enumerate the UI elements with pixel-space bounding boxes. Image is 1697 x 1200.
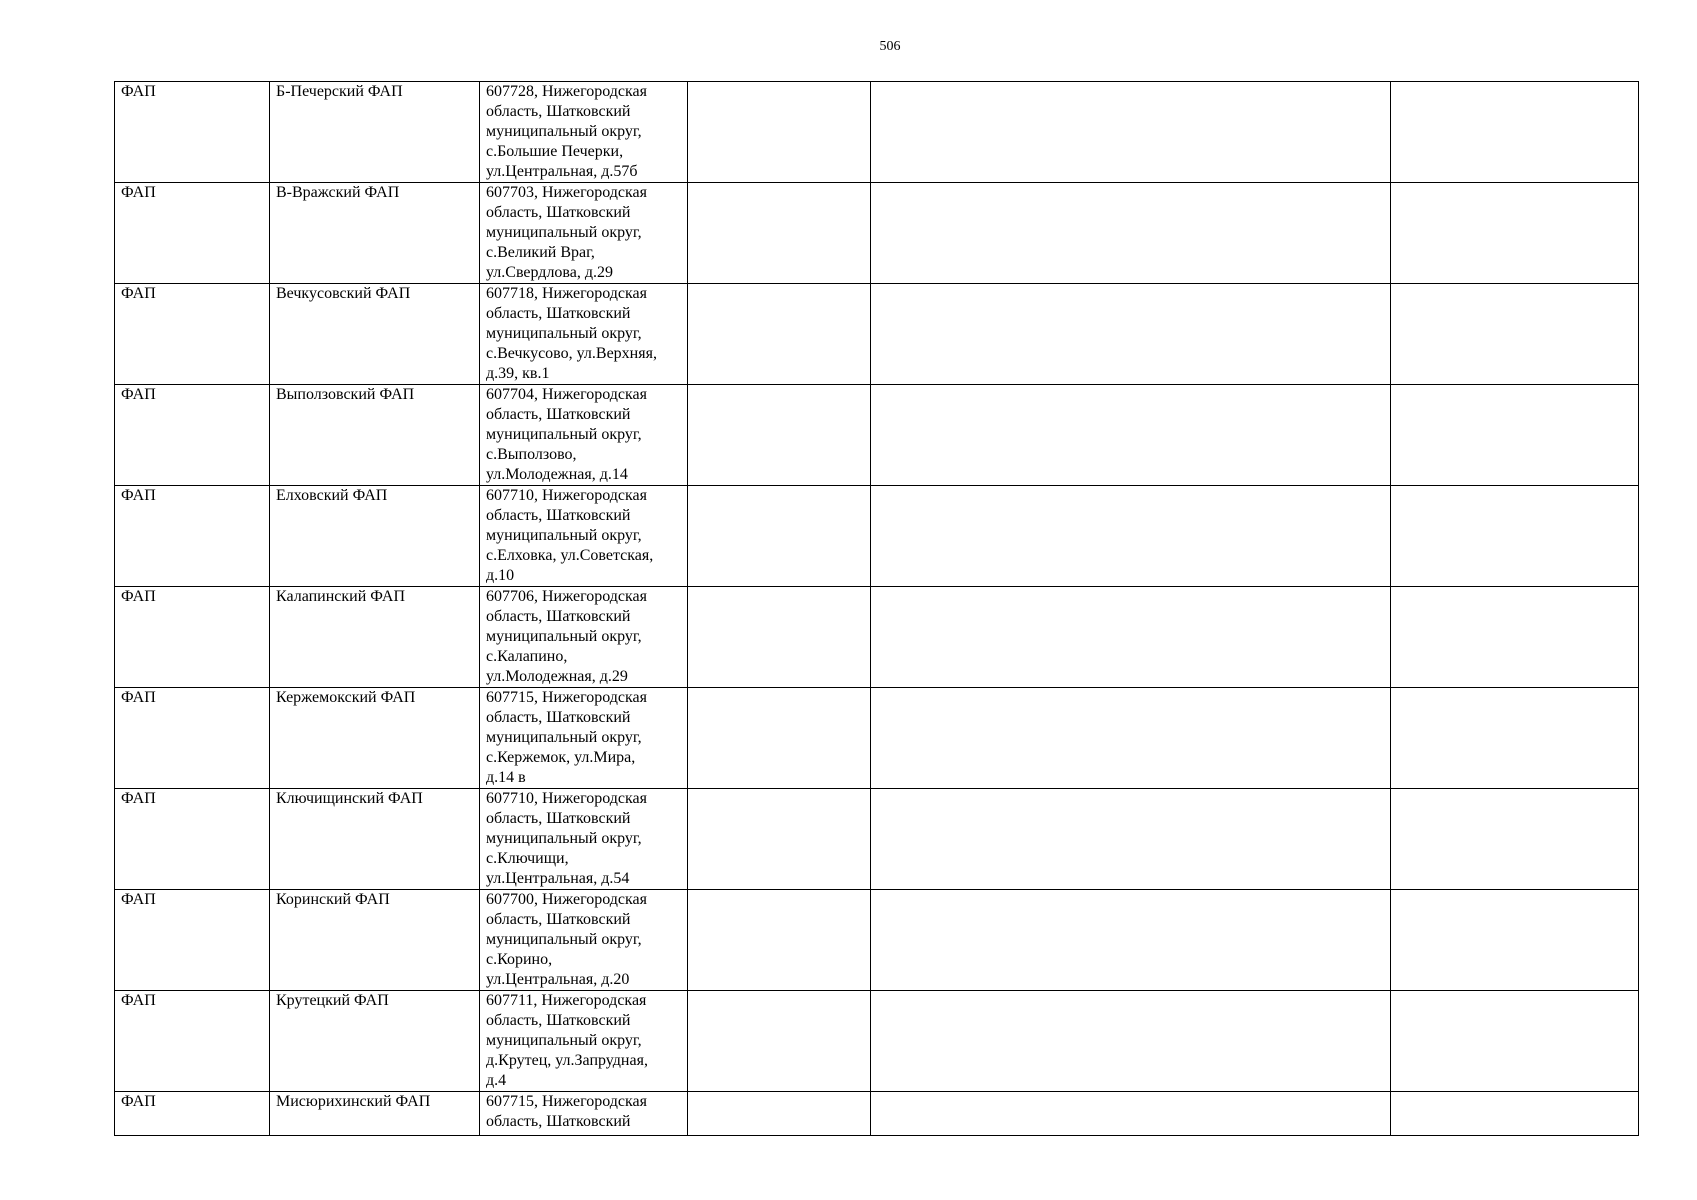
cell-facility-address xyxy=(480,789,688,890)
address-line: ул.Центральная, д.20 xyxy=(486,971,630,988)
cell-facility-address xyxy=(480,486,688,587)
address-line: 607704, Нижегородская xyxy=(486,386,647,403)
table-row xyxy=(115,385,1639,486)
cell-empty-col5 xyxy=(871,284,1391,385)
table-row xyxy=(115,890,1639,991)
address-line: муниципальный округ, xyxy=(486,123,642,140)
address-line: 607706, Нижегородская xyxy=(486,588,647,605)
cell-empty-col4 xyxy=(688,385,871,486)
cell-empty-col4 xyxy=(688,789,871,890)
cell-empty-col6 xyxy=(1391,183,1639,284)
table-row xyxy=(115,688,1639,789)
address-line: ул.Молодежная, д.14 xyxy=(486,466,628,483)
table-row xyxy=(115,82,1639,183)
address-line: 607711, Нижегородская xyxy=(486,992,647,1009)
cell-empty-col4 xyxy=(688,82,871,183)
cell-empty-col6 xyxy=(1391,385,1639,486)
address-line: область, Шатковский xyxy=(486,709,631,726)
cell-facility-address xyxy=(480,890,688,991)
address-line: с.Выползово, xyxy=(486,446,577,463)
cell-facility-address xyxy=(480,82,688,183)
address-line: область, Шатковский xyxy=(486,406,631,423)
cell-empty-col6 xyxy=(1391,688,1639,789)
cell-facility-name: Б-Печерский ФАП xyxy=(270,82,480,183)
table-body xyxy=(115,82,1639,1136)
address-line: с.Елховка, ул.Советская, xyxy=(486,547,654,564)
cell-empty-col4 xyxy=(688,1092,871,1136)
cell-empty-col4 xyxy=(688,587,871,688)
table-row xyxy=(115,284,1639,385)
address-line: ул.Свердлова, д.29 xyxy=(486,264,614,281)
address-line: ул.Молодежная, д.29 xyxy=(486,668,628,685)
cell-empty-col6 xyxy=(1391,486,1639,587)
address-line: 607710, Нижегородская xyxy=(486,790,647,807)
address-line: муниципальный округ, xyxy=(486,931,642,948)
cell-empty-col5 xyxy=(871,82,1391,183)
address-line: с.Кержемок, ул.Мира, xyxy=(486,749,636,766)
address-line: с.Большие Печерки, xyxy=(486,143,624,160)
address-line: муниципальный округ, xyxy=(486,729,642,746)
table-row xyxy=(115,789,1639,890)
address-line: муниципальный округ, xyxy=(486,628,642,645)
address-line: муниципальный округ, xyxy=(486,325,642,342)
cell-empty-col4 xyxy=(688,688,871,789)
address-line: 607718, Нижегородская xyxy=(486,285,647,302)
cell-facility-name: Мисюрихинский ФАП xyxy=(270,1092,480,1136)
address-line: д.39, кв.1 xyxy=(486,365,550,382)
cell-facility-name: Калапинский ФАП xyxy=(270,587,480,688)
cell-empty-col6 xyxy=(1391,284,1639,385)
cell-facility-name: Крутецкий ФАП xyxy=(270,991,480,1092)
address-line: с.Корино, xyxy=(486,951,553,968)
address-line: область, Шатковский xyxy=(486,204,631,221)
cell-empty-col4 xyxy=(688,890,871,991)
address-line: муниципальный округ, xyxy=(486,224,642,241)
cell-empty-col6 xyxy=(1391,1092,1639,1136)
address-line: 607728, Нижегородская xyxy=(486,83,647,100)
cell-facility-type: ФАП xyxy=(115,183,270,284)
address-line: область, Шатковский xyxy=(486,507,631,524)
address-line: с.Ключищи, xyxy=(486,850,569,867)
cell-empty-col4 xyxy=(688,486,871,587)
address-line: ул.Центральная, д.54 xyxy=(486,870,630,887)
cell-facility-type: ФАП xyxy=(115,688,270,789)
address-line: область, Шатковский xyxy=(486,911,631,928)
cell-empty-col6 xyxy=(1391,991,1639,1092)
address-line: муниципальный округ, xyxy=(486,426,642,443)
cell-facility-name: Коринский ФАП xyxy=(270,890,480,991)
address-line: 607700, Нижегородская xyxy=(486,891,647,908)
cell-facility-type: ФАП xyxy=(115,991,270,1092)
address-line: д.Крутец, ул.Запрудная, xyxy=(486,1052,648,1069)
cell-empty-col6 xyxy=(1391,587,1639,688)
cell-facility-type: ФАП xyxy=(115,82,270,183)
cell-facility-type: ФАП xyxy=(115,385,270,486)
address-line: область, Шатковский xyxy=(486,810,631,827)
cell-facility-address xyxy=(480,385,688,486)
address-line: муниципальный округ, xyxy=(486,830,642,847)
address-line: ул.Центральная, д.57б xyxy=(486,163,638,180)
address-line: с.Вечкусово, ул.Верхняя, xyxy=(486,345,657,362)
cell-facility-type: ФАП xyxy=(115,587,270,688)
table-row xyxy=(115,1092,1639,1136)
address-line: д.10 xyxy=(486,567,515,584)
address-line: область, Шатковский xyxy=(486,305,631,322)
page-number: 506 xyxy=(879,39,901,54)
address-line: область, Шатковский xyxy=(486,1012,631,1029)
cell-facility-name: Выползовский ФАП xyxy=(270,385,480,486)
cell-facility-address xyxy=(480,587,688,688)
cell-empty-col5 xyxy=(871,789,1391,890)
cell-facility-address xyxy=(480,991,688,1092)
cell-empty-col4 xyxy=(688,991,871,1092)
cell-facility-type: ФАП xyxy=(115,1092,270,1136)
address-line: 607715, Нижегородская xyxy=(486,689,647,706)
address-line: область, Шатковский xyxy=(486,103,631,120)
address-line: с.Калапино, xyxy=(486,648,568,665)
table-row xyxy=(115,991,1639,1092)
address-line: д.14 в xyxy=(486,769,526,786)
cell-facility-name: Вечкусовский ФАП xyxy=(270,284,480,385)
address-line: 607715, Нижегородская xyxy=(486,1093,647,1110)
cell-empty-col5 xyxy=(871,385,1391,486)
cell-facility-type: ФАП xyxy=(115,789,270,890)
cell-empty-col6 xyxy=(1391,890,1639,991)
address-line: муниципальный округ, xyxy=(486,1032,642,1049)
cell-facility-name: Ключищинский ФАП xyxy=(270,789,480,890)
cell-facility-address xyxy=(480,183,688,284)
cell-empty-col6 xyxy=(1391,82,1639,183)
address-line: область, Шатковский xyxy=(486,608,631,625)
address-line: с.Великий Враг, xyxy=(486,244,595,261)
table-row xyxy=(115,183,1639,284)
cell-facility-name: Кержемокский ФАП xyxy=(270,688,480,789)
address-line: д.4 xyxy=(486,1072,507,1089)
cell-empty-col5 xyxy=(871,183,1391,284)
cell-empty-col5 xyxy=(871,587,1391,688)
address-line: муниципальный округ, xyxy=(486,527,642,544)
facilities-table xyxy=(114,81,1639,1136)
cell-empty-col5 xyxy=(871,991,1391,1092)
cell-empty-col4 xyxy=(688,183,871,284)
cell-empty-col4 xyxy=(688,284,871,385)
address-line: 607710, Нижегородская xyxy=(486,487,647,504)
cell-facility-type: ФАП xyxy=(115,486,270,587)
table-row xyxy=(115,587,1639,688)
address-line: 607703, Нижегородская xyxy=(486,184,647,201)
cell-facility-address xyxy=(480,688,688,789)
cell-facility-type: ФАП xyxy=(115,284,270,385)
cell-empty-col5 xyxy=(871,890,1391,991)
cell-empty-col5 xyxy=(871,688,1391,789)
cell-facility-address xyxy=(480,1092,688,1136)
cell-facility-type: ФАП xyxy=(115,890,270,991)
cell-empty-col5 xyxy=(871,486,1391,587)
cell-facility-address xyxy=(480,284,688,385)
cell-empty-col5 xyxy=(871,1092,1391,1136)
cell-facility-name: В-Вражский ФАП xyxy=(270,183,480,284)
address-line: область, Шатковский xyxy=(486,1113,631,1130)
table-row xyxy=(115,486,1639,587)
cell-facility-name: Елховский ФАП xyxy=(270,486,480,587)
cell-empty-col6 xyxy=(1391,789,1639,890)
